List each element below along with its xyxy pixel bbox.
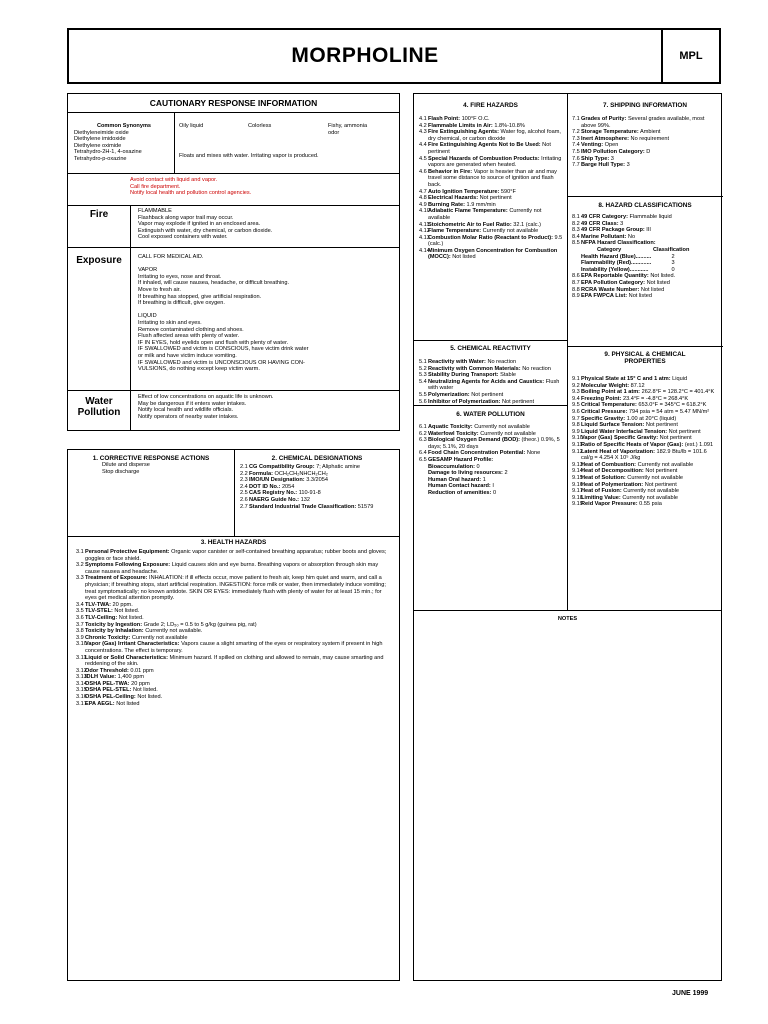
warning: Call fire department. (130, 183, 181, 190)
exposure-text: CALL FOR MEDICAL AID. VAPOR Irritating to eyes, nose and throat. If inhaled, will cause nausea, headache, or difficult breathing. Move to fresh air. If breathing has stopped, give artificial respiration. If breathing is difficult, give oxygen. LIQUID Irritating to skin and eyes. Remove contaminated clothing and shoes. Flush affected areas with plenty of water. IF IN EYES, hold eyelids open and flush with plenty of water. IF SWALLOWED and victim is CONSCIOUS, have victim drink water or milk and have victim induce vomiting. IF SWALLOWED and victim is UNCONSCIOUS OR HAVING CON- VULSIONS, do nothing except keep victim warm. (138, 254, 309, 373)
physical-header: 9. PHYSICAL & CHEMICAL PROPERTIES (604, 351, 686, 366)
warning: Avoid contact with liquid and vapor. (130, 177, 218, 183)
corrective-actions: Dilute and disperse Stop discharge (102, 462, 150, 475)
nfpa-table: Category Classification Health Hazard (Blue).......... 2 Flammability (Red)............. 3 Instability (Yellow)............ 0 (581, 246, 690, 273)
appearance: Oily liquid (179, 123, 204, 129)
floats-text: Floats and mixes with water. Irritating vapor is produced. (179, 153, 319, 159)
footer-date: JUNE 1999 (672, 990, 709, 997)
fire-hazards-header: 4. FIRE HAZARDS (463, 102, 518, 109)
water-pollution-text: Effect of low concentrations on aquatic life is unknown. May be dangerous if it enters water intakes. Notify local health and wildlife officials. Notify operators of nearby water intakes. (138, 394, 274, 420)
reactivity-items: 5.1Reactivity with Water: No reaction 5.2Reactivity with Common Materials: No reaction 5.3Stability During Transport: Stable 5.4Neutralizing Agents for Acids and Caustics: Flush with water 5.5Polymerization: Not pertinent 5.6Inhibitor of Polymerization: Not pertinent (419, 359, 560, 405)
corrective-header: 1. CORRECTIVE RESPONSE ACTIONS (92, 455, 210, 462)
chemical-name: MORPHOLINE (291, 43, 439, 67)
synonym: Diethylene imidoxide (74, 136, 126, 143)
synonyms-block (74, 123, 174, 163)
hazard-class-items: 8.149 CFR Category: Flammable liquid 8.249 CFR Class: 3 8.349 CFR Package Group: III 8.4Marine Pollutant: No 8.5NFPA Hazard Classification: Category Classification Health Hazard (Blue).......... 2 Flammability (Red)............. 3 Instability (Yellow)............ 0 8.6EPA Reportable Quantity: Not listed. 8.7EPA Pollution Category: Not listed 8.8RCRA Waste Number: Not listed 8.9EPA FWPCA List: Not listed (572, 214, 718, 300)
fire-hazards-items: 4.1Flash Point: 100°F O.C. 4.2Flammable Limits in Air: 1.8%-10.8% 4.3Fire Extinguishing Agents: Water fog, alcohol foam, dry chemical, or carbon dioxide 4.4Fire Extinguishing Agents Not to Be Used: Not pertinent 4.5Special Hazards of Combustion Products: Irritating vapors are generated when heated. 4.6Behavior in Fire: Vapor is heavier than air and may travel some distance to source of ignition and flash back. 4.7Auto Ignition Temperature: 590°F 4.8Electrical Hazards: Not pertinent 4.9Burning Rate: 1.9 mm/min 4.10Adiabatic Flame Temperature: Currently not available 4.11Stoichometric Air to Fuel Ratio: 32.1 (calc.) 4.12Flame Temperature: Currently not available 4.13Combustion Molar Ratio (Reactant to Product): 9.5 (calc.) 4.14Minimum Oxygen Concentration for Combustion (MOCC): Not listed (419, 116, 563, 261)
chemical-header: 2. CHEMICAL DESIGNATIONS (271, 455, 363, 462)
chemical-items: 2.1CG Compatibility Group: 7; Aliphatic amine 2.2Formula: OCH₂CH₂NHCH₂CH₂ 2.3IMO/UN Designation: 3.3/2054 2.4DOT ID No.: 2054 2.5CAS Registry No.: 110-91-8 2.6NAERG Guide No.: 132 2.7Standard Industrial Trade Classification: 51579 (240, 464, 374, 510)
hazard-class-header: 8. HAZARD CLASSIFICATIONS (598, 202, 692, 209)
synonym: Diethyleneimide oxide (74, 129, 129, 136)
physical-items: 9.1Physical State at 15° C and 1 atm: Liquid 9.2Molecular Weight: 87.12 9.3Boiling Point at 1 atm: 262.8°F = 128.2°C = 401.4°K 9.4Freezing Point: 23.4°F = -4.8°C = 268.4°K 9.5Critical Temperature: 653.0°F = 345°C = 618.2°K 9.6Critical Pressure: 794 psia = 54 atm = 5.47 MN/m² 9.7Specific Gravity: 1.00 at 20°C (liquid) 9.8Liquid Surface Tension: Not pertinent 9.9Liquid Water Interfacial Tension: Not pertinent 9.10Vapor (Gas) Specific Gravity: Not pertinent 9.11Ratio of Specific Heats of Vapor (Gas): (est.) 1.091 9.12Latent Heat of Vaporization: 182.9 Btu/lb = 101.6 cal/g = 4.254 X 10⁵ J/kg 9.13Heat of Combustion: Currently not available 9.14Heat of Decomposition: Not pertinent 9.15Heat of Solution: Currently not available 9.16Heat of Polymerization: Not pertinent 9.17Heat of Fusion: Currently not available 9.18Limiting Value: Currently not available 9.19Reid Vapor Pressure: 0.55 psia (572, 376, 715, 508)
chemical-code: MPL (661, 30, 719, 82)
water-pollution-items: 6.1Aquatic Toxicity: Currently not available 6.2Waterfowl Toxicity: Currently not available 6.3Biological Oxygen Demand (BOD): (theor.) 0.9%, 5 days; 5.1%, 20 days 6.4Food Chain Concentration Potential: None 6.5GESAMP Hazard Profile: Bioaccumulation: 0 Damage to living resources: 2 Human Oral hazard: 1 Human Contact hazard: I Reduction of amenities: 0 (419, 424, 560, 496)
cautionary-header: CAUTIONARY RESPONSE INFORMATION (149, 98, 318, 108)
response-health-box (67, 449, 400, 981)
properties-box (413, 93, 722, 981)
water-pollution-label: Water Pollution (77, 396, 121, 418)
water-pollution-header: 6. WATER POLLUTION (456, 411, 525, 418)
synonym: Tetrahydro-p-oxazine (74, 155, 127, 162)
shipping-items: 7.1Grades of Purity: Several grades available, most above 99%. 7.2Storage Temperature: Ambient 7.3Inert Atmosphere: No requirement 7.4Venting: Open 7.5IMO Pollution Category: D 7.6Ship Type: 3 7.7Barge Hull Type: 3 (572, 116, 705, 169)
health-items: 3.1Personal Protective Equipment: Organic vapor canister or self-contained breathing apparatus; rubber boots and gloves; goggles or face shield. 3.2Symptoms Following Exposure: Liquid causes skin and eye burns. Breathing vapors or absorption through skin may cause nausea and headache. 3.3Treatment of Exposure: INHALATION: if ill effects occur, move patient to fresh air, keep him quiet and warm, and call a physician; if breathing stops, start artificial respiration. INGESTION: force milk or water, then immediately induce vomiting; treat symptomatically; no known antidote. SKIN OR EYES: immediately flush with plenty of water for at least 15 min.; for eyes get medical attention promptly. 3.4TLV-TWA: 20 ppm. 3.5TLV-STEL: Not listed. 3.6TLV-Ceiling: Not listed. 3.7Toxicity by Ingestion: Grade 2; LD₅₀ = 0.5 to 5 g/kg (guinea pig, rat) 3.8Toxicity by Inhalation: Currently not available. 3.9Chronic Toxicity: Currently not available 3.10Vapor (Gas) Irritant Characteristics: Vapors cause a slight smarting of the eyes or respiratory system if present in high concentrations. The effect is temporary. 3.11Liquid or Solid Characteristics: Minimum hazard. If spilled on clothing and allowed to remain, may cause smarting and reddening of the skin. 3.12Odor Threshold: 0.01 ppm 3.13IDLH Value: 1,400 ppm 3.14OSHA PEL-TWA: 20 ppm 3.15OSHA PEL-STEL: Not listed. 3.16OSHA PEL-Ceiling: Not listed. 3.17EPA AEGL: Not listed (76, 549, 387, 707)
warning: Notify local health and pollution control agencies. (130, 190, 252, 197)
fire-label: Fire (89, 209, 109, 220)
warnings-block (130, 177, 251, 197)
synonym: Tetrahydro-2H-1, 4-oxazine (74, 149, 142, 156)
shipping-header: 7. SHIPPING INFORMATION (602, 102, 688, 109)
health-header: 3. HEALTH HAZARDS (200, 539, 267, 546)
synonym: Diethylene oximide (74, 142, 122, 149)
synonyms-header: Common Synonyms (96, 123, 152, 129)
reactivity-header: 5. CHEMICAL REACTIVITY (450, 345, 531, 352)
cautionary-response-box (67, 93, 400, 431)
title-box (67, 28, 721, 84)
exposure-label: Exposure (76, 255, 122, 266)
notes-header: NOTES (557, 616, 578, 622)
odor: Fishy, ammonia odor (328, 123, 368, 136)
fire-text: FLAMMABLE Flashback along vapor trail may occur. Vapor may explode if ignited in an enclosed area. Extinguish with water, dry chemical, or carbon dioxide. Cool exposed containers with water. (138, 208, 273, 241)
color: Colorless (248, 123, 272, 129)
